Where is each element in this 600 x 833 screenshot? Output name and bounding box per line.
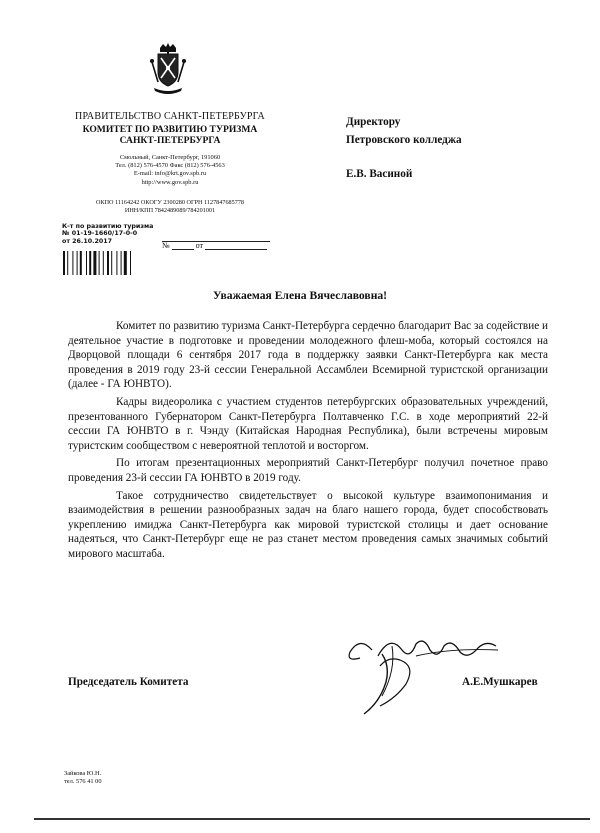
page-bottom-edge (34, 818, 590, 820)
recipient-organization: Петровского колледжа (346, 134, 462, 146)
greeting: Уважаемая Елена Вячеславовна! (212, 289, 388, 302)
paragraph: Кадры видеоролика с участием студентов петербургских образовательных учреждений, презентованного Губернатором Санкт-Петербурга Полтавченко Г.С. в ходе мероприятий 22-й сессии ГА ЮНВТО в г. Чэнду (Китайская Народная Республика), были встречены мировым туристским сообществом с невероятной теплотой и восторгом. (68, 395, 548, 452)
signer-name: А.Е.Мушкарев (462, 676, 538, 688)
paragraph: По итогам презентационных мероприятий Санкт-Петербург получил почетное право проведения 23-й сессии ГА ЮНВТО в 2019 году. (68, 457, 548, 484)
paragraph: Комитет по развитию туризма Санкт-Петербурга сердечно благодарит Вас за содействие и деятельное участие в подготовке и проведении молодежного флеш-моба, который состоялся на Дворцовой площади 6 сентября 2017 года в поддержку заявки Санкт-Петербурга как места проведения в 2019 году 23-й сессии Генеральной Ассамблеи Всемирной туристской организации (далее - ГА ЮНВТО). (68, 320, 548, 391)
paragraph: Такое сотрудничество свидетельствует о высокой культуре взаимопонимания и взаимодействия в решении разнообразных задач на благо нашего города, будет способствовать укреплению имиджа Санкт-Петербурга как мировой туристской столицы и дает основание надеяться, что Санкт-Петербург еще не раз станет местом проведения самых значимых событий мирового масштаба. (68, 489, 548, 560)
executor-phone: тел. 576 41 00 (64, 778, 102, 786)
recipient-name: Е.В. Васиной (346, 168, 413, 180)
sender-email: E-mail: info@krt.gov.spb.ru (133, 170, 207, 178)
handwritten-signature (320, 626, 520, 718)
stamp-line3: от 26.10.2017 (62, 237, 113, 245)
registration-stamp (62, 223, 153, 245)
committee-name-line1: КОМИТЕТ ПО РАЗВИТИЮ ТУРИЗМА (82, 124, 258, 135)
committee-name-line2: САНКТ-ПЕТЕРБУРГА (119, 135, 221, 146)
executor-footer (64, 770, 102, 787)
signer-position: Председатель Комитета (68, 676, 189, 688)
government-name: ПРАВИТЕЛЬСТВО САНКТ-ПЕТЕРБУРГА (75, 111, 265, 122)
reg-from-prefix: от (195, 241, 204, 250)
letter-body (68, 319, 548, 565)
barcode-icon (62, 251, 154, 275)
codes-line2: ИНН/КПП 7842489089/784201001 (124, 207, 216, 215)
registry-codes (40, 199, 300, 216)
recipient-title: Директору (346, 116, 401, 128)
executor-name: Зайкова Ю.Н. (64, 770, 102, 777)
codes-line1: ОКПО 11164242 ОКОГУ 2300280 ОГРН 1127847685778 (95, 199, 245, 206)
recipient-block (346, 113, 462, 183)
coat-of-arms-icon (148, 42, 188, 98)
stamp-line2: № 01-19-1660/17-0-0 (62, 230, 138, 238)
reg-from-blank (205, 249, 267, 250)
reg-no-prefix: № (162, 241, 170, 250)
reg-no-blank (172, 249, 194, 250)
sender-block (40, 111, 300, 187)
reg-date-line (162, 241, 267, 250)
sender-website: http://www.gov.spb.ru (141, 178, 199, 186)
sender-address: Смольный, Санкт-Петербург, 191060 (119, 154, 221, 161)
stamp-line1: К-т по развитию туризма (62, 223, 154, 230)
sender-phone: Тел. (812) 576-4570 Факс (812) 576-4563 (115, 162, 225, 170)
